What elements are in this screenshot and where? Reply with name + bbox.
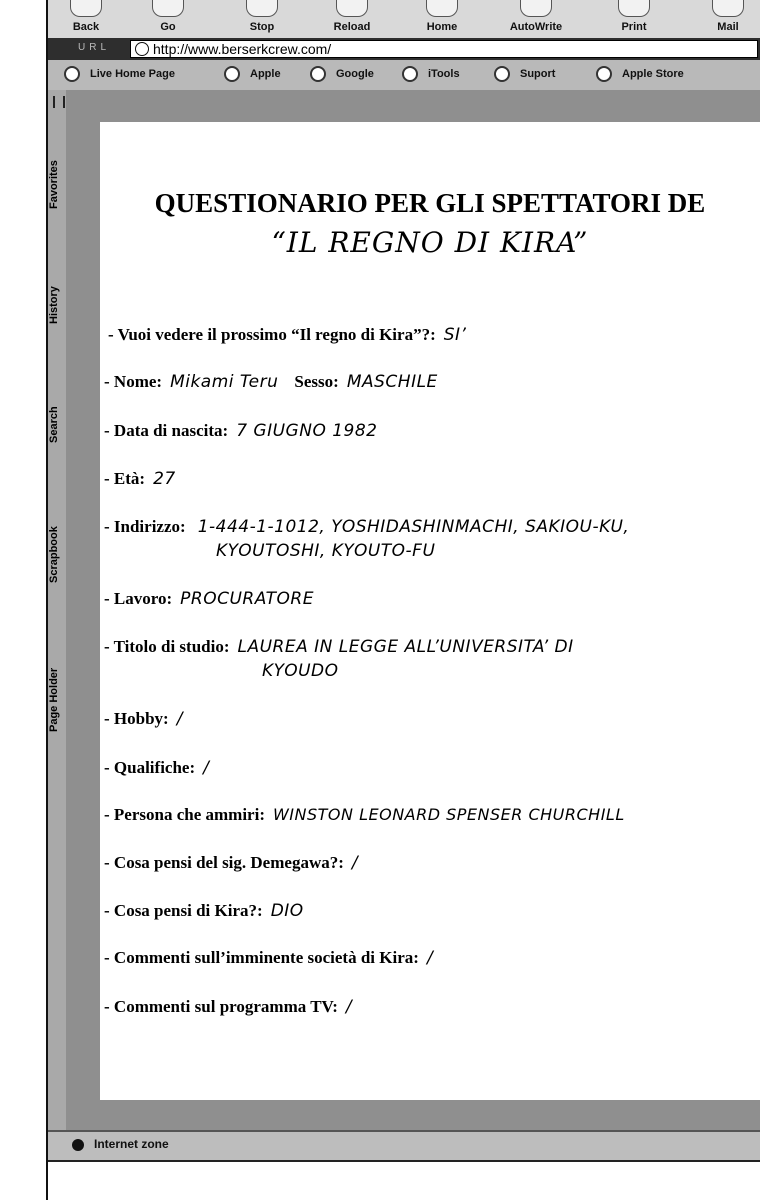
print-icon [618, 0, 650, 17]
field-indirizzo: - Indirizzo: 1-444-1-1012, YOSHIDASHINMACHI, SAKIOU-KU, [104, 517, 630, 537]
field-demegawa: - Cosa pensi del sig. Demegawa?: / [104, 853, 359, 873]
field-kira: - Cosa pensi di Kira?: DIO [104, 901, 304, 921]
status-text: Internet zone [94, 1137, 169, 1151]
favorite-itools[interactable]: iTools [402, 66, 460, 82]
field-prossimo: - Vuoi vedere il prossimo “Il regno di Kira”?: SI’ [108, 325, 467, 345]
field-eta: - Età: 27 [104, 469, 176, 489]
field-hobby: - Hobby: / [104, 709, 183, 729]
field-persona-ammiri: - Persona che ammiri: WINSTON LEONARD SPENSER CHURCHILL [104, 805, 625, 824]
page-subtitle: “IL REGNO DI KIRA” [271, 226, 589, 259]
field-societa-kira: - Commenti sull’imminente società di Kira: / [104, 948, 434, 968]
favorite-apple[interactable]: Apple [224, 66, 281, 82]
stop-button[interactable]: Stop [230, 0, 294, 38]
bookmark-icon [596, 66, 612, 82]
address-bar [48, 38, 760, 60]
print-button[interactable]: Print [602, 0, 666, 38]
reload-icon [336, 0, 368, 17]
url-label: URL [78, 42, 111, 53]
field-titolo-studio: - Titolo di studio: LAUREA IN LEGGE ALL’UNIVERSITA’ DI [104, 637, 574, 657]
explorer-side-tabs [48, 90, 66, 1130]
mail-icon [712, 0, 744, 17]
autowrite-button[interactable]: AutoWrite [504, 0, 568, 38]
page-title: QUESTIONARIO PER GLI SPETTATORI DE [154, 188, 706, 218]
field-indirizzo-line2: KYOUTOSHI, KYOUTO-FU [216, 541, 436, 561]
favorite-live-home-page[interactable]: Live Home Page [64, 66, 175, 82]
bookmark-icon [224, 66, 240, 82]
go-icon [152, 0, 184, 17]
tab-scrapbook[interactable]: Scrapbook [48, 526, 60, 584]
mail-button[interactable]: Mail [696, 0, 760, 38]
url-text: http://www.berserkcrew.com/ [153, 41, 332, 57]
home-icon [426, 0, 458, 17]
bookmark-icon [64, 66, 80, 82]
field-nome: - Nome: Mikami Teru Sesso: MASCHILE [104, 372, 438, 392]
tab-favorites[interactable]: Favorites [48, 160, 60, 210]
bookmark-icon [310, 66, 326, 82]
favorite-apple-store[interactable]: Apple Store [596, 66, 684, 82]
field-programma-tv: - Commenti sul programma TV: / [104, 997, 353, 1017]
field-qualifiche: - Qualifiche: / [104, 758, 210, 778]
questionnaire-page [100, 122, 760, 1100]
grip-icon[interactable] [53, 96, 65, 108]
go-button[interactable]: Go [136, 0, 200, 38]
tab-history[interactable]: History [48, 286, 60, 324]
bookmark-icon [402, 66, 418, 82]
favorites-bar [48, 60, 760, 91]
home-button[interactable]: Home [410, 0, 474, 38]
internet-zone-icon [72, 1139, 84, 1151]
tab-search[interactable]: Search [48, 406, 60, 444]
back-button[interactable]: Back [54, 0, 118, 38]
page-margin [0, 0, 48, 1200]
reload-button[interactable]: Reload [320, 0, 384, 38]
browser-toolbar [48, 0, 760, 39]
stop-icon [246, 0, 278, 17]
tab-page-holder[interactable]: Page Holder [48, 667, 60, 733]
favorite-suport[interactable]: Suport [494, 66, 555, 82]
autowrite-icon [520, 0, 552, 17]
favorite-google[interactable]: Google [310, 66, 374, 82]
globe-icon [135, 42, 149, 56]
field-data-nascita: - Data di nascita: 7 GIUGNO 1982 [104, 421, 378, 441]
url-input[interactable] [130, 40, 758, 58]
status-bar [48, 1130, 760, 1162]
back-icon [70, 0, 102, 17]
field-titolo-studio-line2: KYOUDO [262, 661, 339, 681]
bookmark-icon [494, 66, 510, 82]
field-lavoro: - Lavoro: PROCURATORE [104, 589, 314, 609]
